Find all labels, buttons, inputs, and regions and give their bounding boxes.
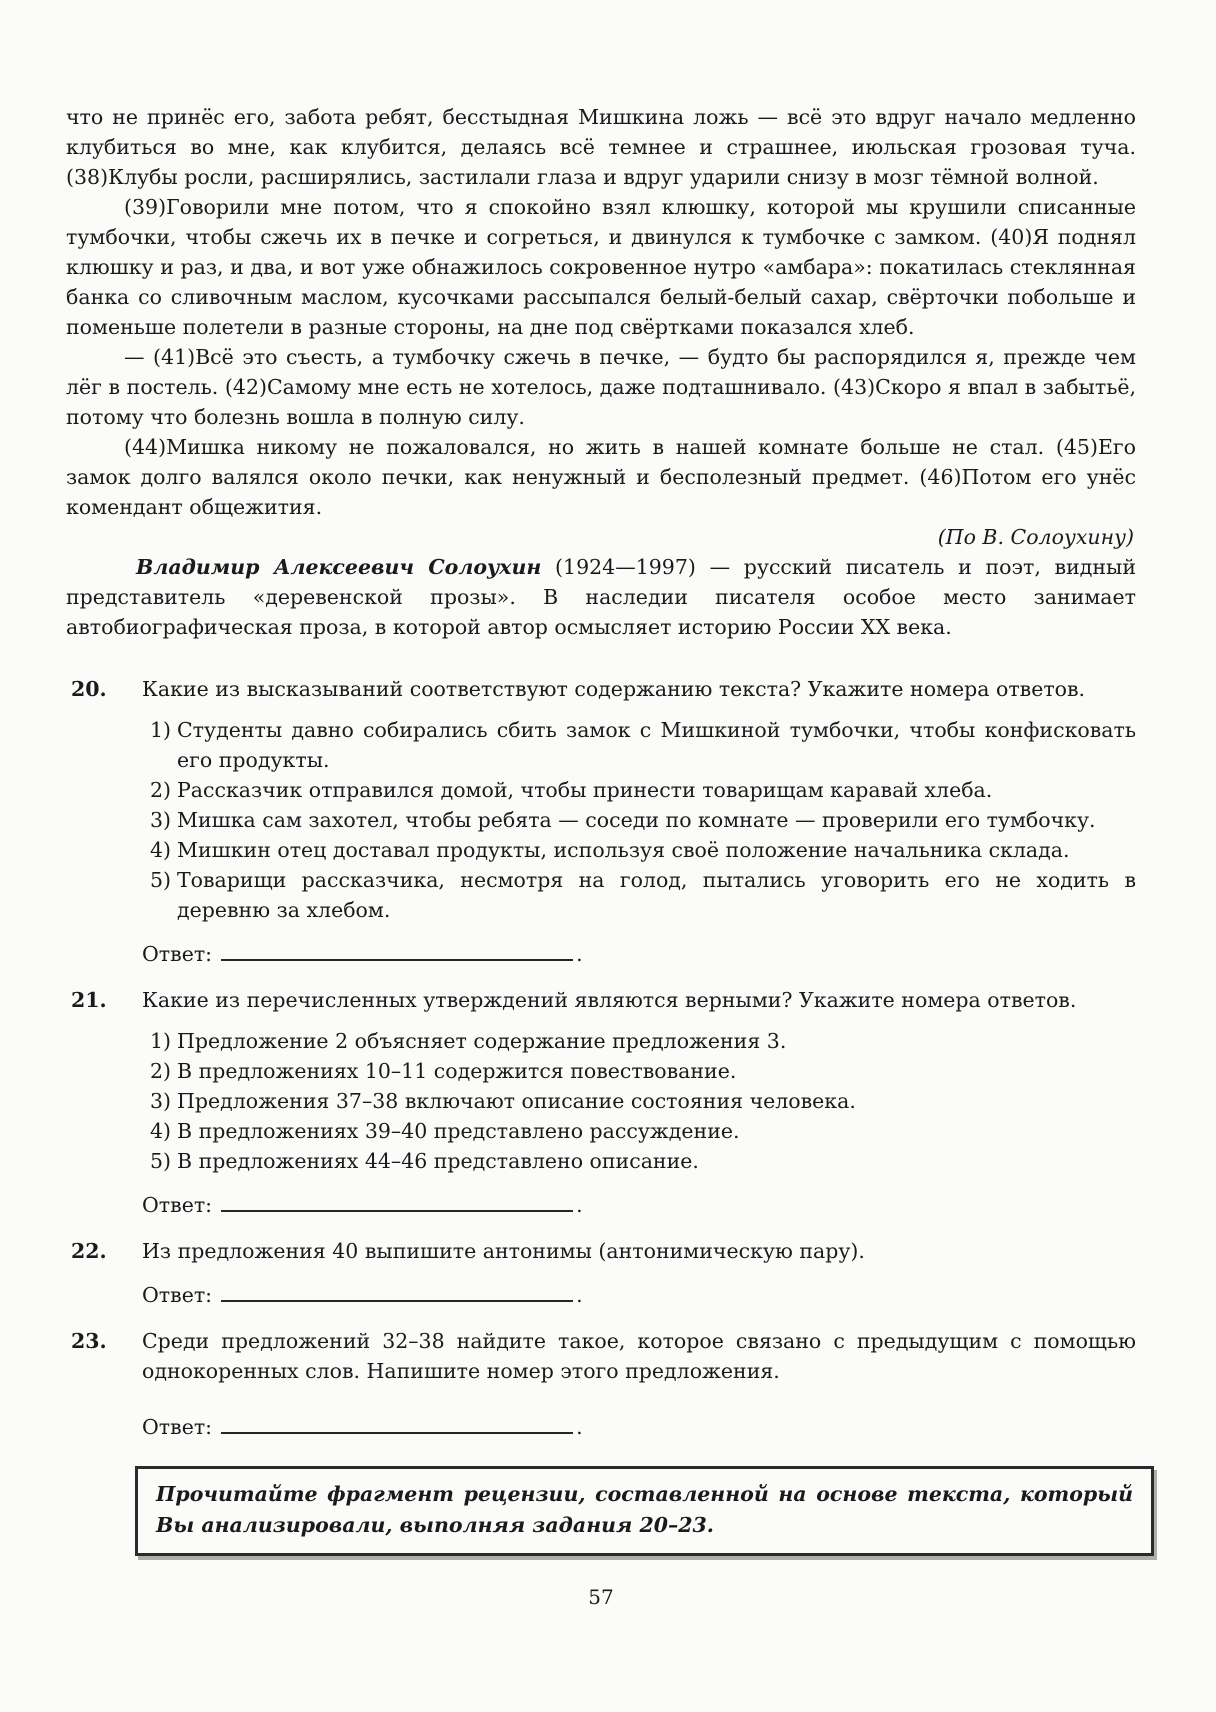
paragraph-44-46: (44)Мишка никому не пожаловался, но жить в нашей комнате больше не стал. (45)Его замок долго валялся около печки, как ненужный и бесполезный предмет. (46)Потом его унёс комендант общежития. bbox=[66, 435, 1136, 519]
option-5 bbox=[150, 1146, 1136, 1176]
answer-period: . bbox=[576, 1415, 583, 1439]
option-text: Мишка сам захотел, чтобы ребята — соседи по комнате — проверили его тумбочку. bbox=[177, 808, 1096, 832]
option-marker: 1) bbox=[150, 718, 172, 742]
option-text: Студенты давно собирались сбить замок с Мишкиной тумбочки, чтобы конфисковать его продукты. bbox=[177, 718, 1136, 772]
question-20 bbox=[66, 674, 1136, 969]
option-text: Мишкин отец доставал продукты, используя своё положение начальника склада. bbox=[177, 838, 1070, 862]
option-text: В предложениях 39–40 представлено рассуждение. bbox=[177, 1119, 740, 1143]
option-5 bbox=[150, 865, 1136, 925]
question-prompt: Какие из высказываний соответствуют содержанию текста? Укажите номера ответов. bbox=[142, 677, 1086, 701]
paragraph-39-40: (39)Говорили мне потом, что я спокойно взял клюшку, которой мы крушили списанные тумбочки, чтобы сжечь их в печке и согреться, и двинулся к тумбочке с замком. (40)Я поднял клюшку и раз, и два, и вот уже обнажилось сокровенное нутро «амбара»: покатилась стеклянная банка со сливочным маслом, кусочками рассыпался белый-белый сахар, свёрточки побольше и поменьше полетели в разные стороны, на дне под свёртками показался хлеб. bbox=[66, 195, 1136, 339]
question-prompt: Из предложения 40 выпишите антонимы (антонимическую пару). bbox=[142, 1239, 865, 1263]
option-marker: 4) bbox=[150, 1119, 172, 1143]
option-marker: 4) bbox=[150, 838, 172, 862]
options-list bbox=[142, 715, 1136, 925]
option-marker: 5) bbox=[150, 1149, 172, 1173]
answer-label: Ответ: bbox=[142, 942, 213, 966]
answer-label: Ответ: bbox=[142, 1193, 213, 1217]
question-number: 21. bbox=[71, 988, 107, 1012]
option-text: В предложениях 44–46 представлено описание. bbox=[177, 1149, 699, 1173]
answer-blank bbox=[221, 1192, 573, 1212]
option-marker: 3) bbox=[150, 1089, 172, 1113]
question-number: 22. bbox=[71, 1239, 107, 1263]
option-marker: 1) bbox=[150, 1029, 172, 1053]
author-bio-rest: (1924—1997) — русский писатель и поэт, видный представитель «деревенской прозы». В наследии писателя особое место занимает автобиографическая проза, в которой автор осмысляет историю России XX века. bbox=[66, 555, 1136, 639]
question-number: 23. bbox=[71, 1329, 107, 1353]
answer-label: Ответ: bbox=[142, 1283, 213, 1307]
answer-row bbox=[142, 1412, 1136, 1442]
answer-row bbox=[142, 1280, 1136, 1310]
question-prompt: Какие из перечисленных утверждений являются верными? Укажите номера ответов. bbox=[142, 988, 1077, 1012]
answer-period: . bbox=[576, 942, 583, 966]
paragraph-41-43: — (41)Всё это съесть, а тумбочку сжечь в печке, — будто бы распорядился я, прежде чем лёг в постель. (42)Самому мне есть не хотелось, даже подташнивало. (43)Скоро я впал в забытьё, потому что болезнь вошла в полную силу. bbox=[66, 345, 1136, 429]
source-text bbox=[66, 102, 1136, 642]
text-attribution: (По В. Солоухину) bbox=[937, 525, 1134, 549]
answer-period: . bbox=[576, 1193, 583, 1217]
option-text: Предложения 37–38 включают описание состояния человека. bbox=[177, 1089, 856, 1113]
option-marker: 3) bbox=[150, 808, 172, 832]
answer-row bbox=[142, 1190, 1136, 1220]
options-list bbox=[142, 1026, 1136, 1176]
option-text: В предложениях 10–11 содержится повествование. bbox=[177, 1059, 737, 1083]
review-notice-box bbox=[135, 1466, 1154, 1556]
answer-blank bbox=[221, 1282, 573, 1302]
option-3 bbox=[150, 1086, 1136, 1116]
option-text: Предложение 2 объясняет содержание предложения 3. bbox=[177, 1029, 787, 1053]
paragraph-continuation: что не принёс его, забота ребят, бесстыдная Мишкина ложь — всё это вдруг начало медленно клубиться во мне, как клубится, делаясь всё темнее и страшнее, июльская грозовая туча. (38)Клубы росли, расширялись, застилали глаза и вдруг ударили снизу в мозг тёмной волной. bbox=[66, 105, 1136, 189]
option-text: Товарищи рассказчика, несмотря на голод, пытались уговорить его не ходить в деревню за хлебом. bbox=[177, 868, 1136, 922]
question-21 bbox=[66, 985, 1136, 1220]
review-notice-text: Прочитайте фрагмент рецензии, составленной на основе текста, который Вы анализировали, выполняя задания 20–23. bbox=[156, 1482, 1133, 1537]
question-prompt: Среди предложений 32–38 найдите такое, которое связано с предыдущим с помощью однокоренных слов. Напишите номер этого предложения. bbox=[142, 1329, 1136, 1383]
question-number: 20. bbox=[71, 677, 107, 701]
option-1 bbox=[150, 715, 1136, 775]
option-3 bbox=[150, 805, 1136, 835]
option-2 bbox=[150, 775, 1136, 805]
answer-label: Ответ: bbox=[142, 1415, 213, 1439]
option-2 bbox=[150, 1056, 1136, 1086]
author-bio bbox=[66, 552, 1136, 642]
answer-blank bbox=[221, 941, 573, 961]
option-4 bbox=[150, 835, 1136, 865]
question-23 bbox=[66, 1326, 1136, 1442]
page-number: 57 bbox=[588, 1585, 614, 1609]
option-text: Рассказчик отправился домой, чтобы принести товарищам каравай хлеба. bbox=[177, 778, 993, 802]
question-22 bbox=[66, 1236, 1136, 1310]
option-1 bbox=[150, 1026, 1136, 1056]
option-marker: 5) bbox=[150, 868, 172, 892]
answer-period: . bbox=[576, 1283, 583, 1307]
option-marker: 2) bbox=[150, 778, 172, 802]
page-content bbox=[66, 102, 1136, 1612]
answer-row bbox=[142, 939, 1136, 969]
answer-blank bbox=[221, 1414, 573, 1434]
option-marker: 2) bbox=[150, 1059, 172, 1083]
author-name: Владимир Алексеевич Солоухин bbox=[136, 555, 542, 579]
option-4 bbox=[150, 1116, 1136, 1146]
